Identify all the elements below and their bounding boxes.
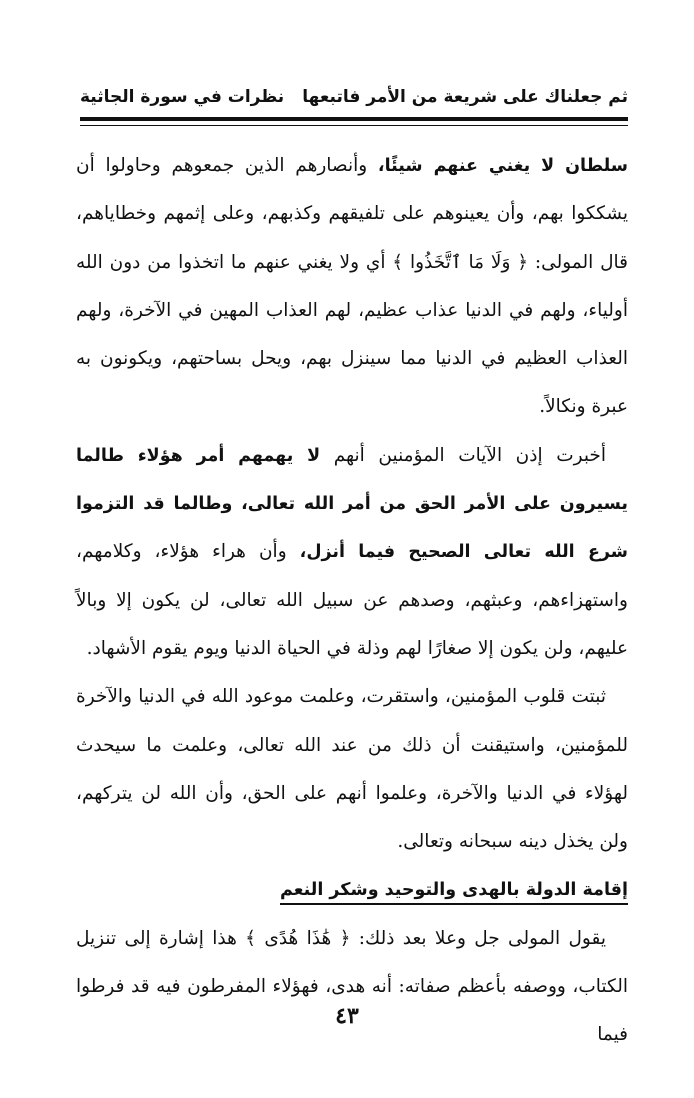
paragraph-1 (76, 142, 628, 432)
paragraph-4: يقول المولى جل وعلا بعد ذلك: ﴿ هَٰذَا هُدًى ﴾ هذا إشارة إلى تنزيل الكتاب، ووصفه بأعظم صفاته: أنه هدى، فهؤلاء المفرطون فيه قد فرطوا فيما (76, 927, 628, 1046)
page-number: ٤٣ (335, 1003, 359, 1029)
paragraph-2-text: وأن هراء هؤلاء، وكلامهم، واستهزاءهم، وعبثهم، وصدهم عن سبيل الله تعالى، لن يكون إلا وبالاً عليهم، ولن يكون إلا صغارًا لهم وذلة في الحياة الدنيا ويوم يقوم الأشهاد. (76, 541, 628, 659)
paragraph-2-bold: لا يهمهم أمر هؤلاء طالما يسيرون على الأمر الحق من أمر الله تعالى، وطالما قد التزموا شرع الله تعالى الصحيح فيما أنزل، (76, 445, 628, 563)
header-rule-thick (80, 117, 628, 121)
running-header (80, 84, 628, 110)
page-body (76, 142, 628, 1060)
paragraph-2 (76, 432, 628, 673)
header-rule-thin (80, 125, 628, 126)
paragraph-2-start: أخبرت إذن الآيات المؤمنين أنهم (320, 444, 607, 466)
section-heading: إقامة الدولة بالهدى والتوحيد وشكر النعم (280, 877, 628, 905)
paragraph-3: ثبتت قلوب المؤمنين، واستقرت، وعلمت موعود الله في الدنيا والآخرة للمؤمنين، واستيقنت أن ذلك من عند الله تعالى، وعلمت ما سيحدث لهؤلاء في الدنيا والآخرة، وعلموا أنهم على الحق، وأن الله لن يتركهم، ولن يخذل دينه سبحانه وتعالى. (76, 686, 628, 853)
header-right-title: ثم جعلناك على شريعة من الأمر فاتبعها (302, 87, 628, 107)
section-heading-line (76, 866, 628, 914)
paragraph-1-bold: سلطان لا يغني عنهم شيئًا، (377, 156, 628, 176)
header-left-title: نظرات في سورة الجاثية (80, 87, 285, 107)
paragraph-1-text: وأنصارهم الذين جمعوهم وحاولوا أن يشككوا بهم، وأن يعينوهم على تلفيقهم وكذبهم، وعلى إثمهم وخطاياهم، قال المولى: ﴿ وَلَا مَا ٱتَّخَذُوا ﴾ أي ولا يغني عنهم ما اتخذوا من دون الله أولياء، ولهم في الدنيا عذاب عظيم، لهم العذاب المهين في الآخرة، ولهم العذاب العظيم في الدنيا مما سينزل بهم، ويحل بساحتهم، ويكونون به عبرة ونكالاً. (76, 155, 628, 418)
